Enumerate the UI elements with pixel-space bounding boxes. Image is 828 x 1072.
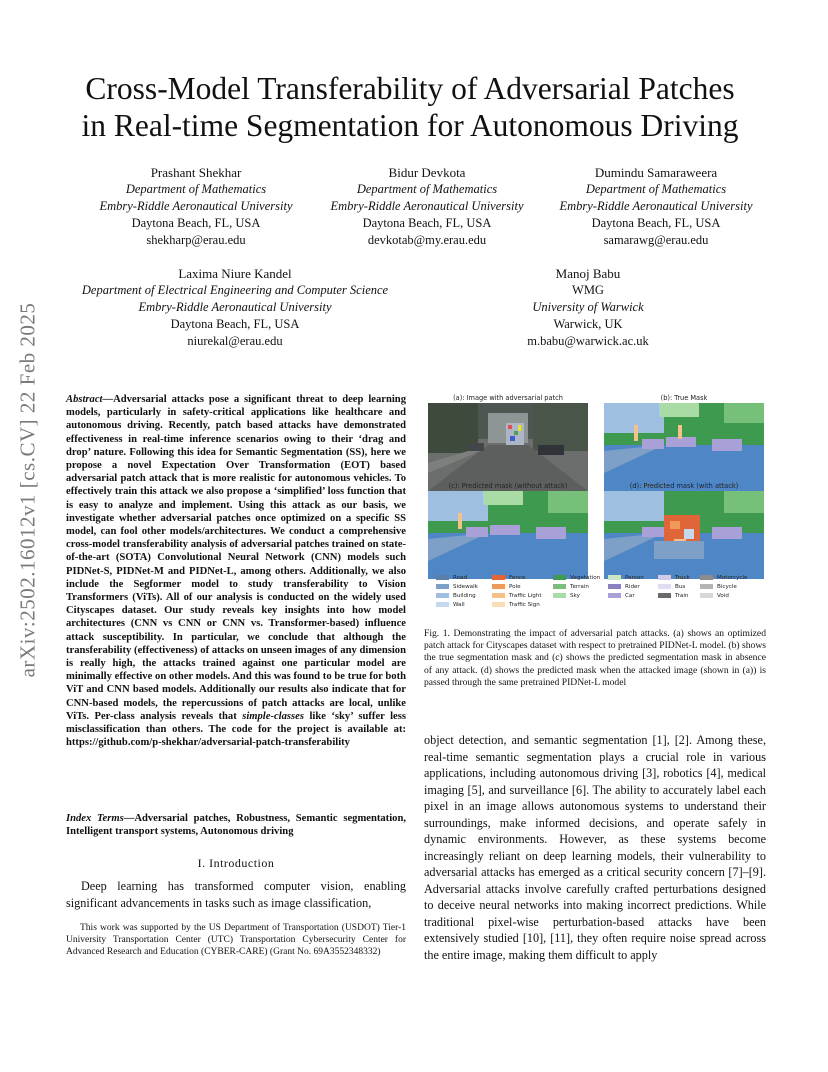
author-location: Daytona Beach, FL, USA bbox=[170, 317, 300, 331]
legend-item: Bus bbox=[658, 584, 685, 590]
legend-item: Pole bbox=[492, 584, 521, 590]
panel-d-label: (d): Predicted mask (with attack) bbox=[629, 482, 739, 490]
right-column-text: object detection, and semantic segmentation [1], [2]. Among these, real-time semantic segmentation plays a crucial role in various applications, including autonomous driving [3], robotics [4], medical imaging [5], and surveillance [6]. The ability to accurately label each pixel in an image allows autonomous systems to understand their surroundings, make informed decisions, and operate safely in dynamic environments. However, as these systems become increasingly reliant on deep learning models, their vulnerability to adversarial attacks has emerged as a critical security concern [7]–[9]. Adversarial attacks involve carefully crafted perturbations designed to deceive neural networks into making incorrect predictions. While traditional pixel-wise perturbation-based attacks have been extensively studied [10], [11], they often require noise spread across the entire image, making them difficult to apply bbox=[424, 733, 766, 962]
author-location: Daytona Beach, FL, USA bbox=[362, 216, 492, 230]
panel-d bbox=[604, 482, 764, 579]
legend-item: Wall bbox=[436, 602, 465, 608]
figure-caption: Fig. 1. Demonstrating the impact of adversarial patch attacks. (a) shows an optimized patch attack for Cityscapes dataset with respect to pretrained PIDNet-L model. (b) shows the true segmentation mask and (c) shows the predicted segmentation mask in absence of any attack. (d) shows the predicted mask when the attacked image (shown in (a)) is passed through the same pretrained PIDNet-L model bbox=[424, 628, 766, 688]
author-dept: Department of Mathematics bbox=[356, 182, 498, 196]
true-mask-image bbox=[604, 403, 764, 491]
author-org: Embry-Riddle Aeronautical University bbox=[138, 300, 332, 314]
index-terms-lead: Index Terms bbox=[66, 813, 124, 824]
panel-c-label: (c): Predicted mask (without attack) bbox=[448, 482, 568, 490]
street-image bbox=[428, 403, 588, 491]
legend-item: Motorcycle bbox=[700, 575, 748, 581]
legend-item: Rider bbox=[608, 584, 640, 590]
author-org: University of Warwick bbox=[532, 300, 644, 314]
author-location: Warwick, UK bbox=[553, 317, 623, 331]
author-name: Dumindu Samaraweera bbox=[594, 165, 718, 180]
author-dept: WMG bbox=[572, 283, 604, 297]
predicted-mask-no-attack bbox=[428, 491, 588, 579]
author-block-3 bbox=[546, 164, 766, 249]
intro-paragraph: Deep learning has transformed computer vision, enabling significant advancements in tasks such as image classification, bbox=[66, 879, 406, 910]
panel-b bbox=[604, 394, 764, 491]
index-terms bbox=[66, 812, 406, 838]
legend-item: Train bbox=[658, 593, 688, 599]
author-org: Embry-Riddle Aeronautical University bbox=[330, 199, 524, 213]
section-heading: I. Introduction bbox=[197, 856, 275, 870]
title-line-2: in Real-time Segmentation for Autonomous Driving bbox=[81, 108, 739, 143]
author-block-5 bbox=[488, 265, 688, 350]
arxiv-identifier: arXiv:2502.16012v1 [cs.CV] 22 Feb 2025 bbox=[15, 302, 40, 678]
legend-item: Terrain bbox=[553, 584, 589, 590]
author-name: Bidur Devkota bbox=[388, 165, 466, 180]
author-location: Daytona Beach, FL, USA bbox=[131, 216, 261, 230]
author-email: niurekal@erau.edu bbox=[187, 334, 283, 348]
legend-item: Sidewalk bbox=[436, 584, 478, 590]
figure-legend bbox=[428, 572, 766, 616]
abstract-lead: Abstract bbox=[66, 394, 103, 405]
legend-item: Void bbox=[700, 593, 729, 599]
legend-item: Fence bbox=[492, 575, 525, 581]
index-terms-text: —Adversarial patches, Robustness, Semantic segmentation, Intelligent transport systems, Autonomous driving bbox=[66, 813, 406, 838]
legend-item: Bicycle bbox=[700, 584, 737, 590]
abstract bbox=[66, 393, 406, 749]
legend-item: Traffic Light bbox=[492, 593, 542, 599]
author-dept: Department of Mathematics bbox=[125, 182, 267, 196]
legend-item: Traffic Sign bbox=[492, 602, 540, 608]
abstract-emphasis: simple-classes bbox=[242, 710, 304, 722]
author-email: m.babu@warwick.ac.uk bbox=[527, 334, 649, 348]
author-dept: Department of Electrical Engineering and Computer Science bbox=[81, 283, 389, 297]
title-line-1: Cross-Model Transferability of Adversarial Patches bbox=[85, 71, 735, 106]
author-location: Daytona Beach, FL, USA bbox=[591, 216, 721, 230]
author-dept: Department of Mathematics bbox=[585, 182, 727, 196]
paper-title bbox=[60, 70, 760, 144]
abstract-text: —Adversarial attacks pose a significant threat to deep learning models, particularly in safety-critical applications like healthcare and autonomous driving. Recently, patch based attacks have demonstrated effectiveness in real-time inference scenarios owing to their ‘drag and drop’ nature. Following this idea for Semantic Segmentation (SS), here we propose a novel Expectation Over Transformation (EOT) based adversarial patch attack that is more realistic for autonomous vehicles. To effectively train this attack we also propose a ‘simplified’ loss function that is easy to analyze and implement. Using this attack as our basis, we investigate whether adversarial patches once optimized on a specific SS model, can fool other models/architectures. We conduct a comprehensive cross-model transferability analysis of adversarial patches trained on state-of-the-art (SOTA) Convolutional Neural Network (CNN) models such PIDNet-S, PIDNet-M and PIDNet-L, among others. Additionally, we also include the Segformer model to study transferability to Vision Transformers (ViTs). All of our analysis is conducted on the widely used Cityscapes dataset. Our study reveals key insights into how model architectures (CNN vs CNN or CNN vs. Transformer-based) influence attack susceptibility. In particular, we conclude that although the transferability (effectiveness) of attacks on unseen images of any dimension is really high, the attacks trained against one particular model are minimally effective on other models. And this was found to be true for both ViT and CNN based models. Additionally our results also indicate that for CNN-based models, the repercussions of patch attacks are local, unlike ViTs. Per-class analysis reveals that bbox=[66, 394, 406, 722]
legend-item: Person bbox=[608, 575, 644, 581]
predicted-mask-with-attack bbox=[604, 491, 764, 579]
panel-c bbox=[428, 482, 588, 579]
author-name: Manoj Babu bbox=[555, 266, 621, 281]
figure-1 bbox=[424, 394, 766, 616]
author-email: samarawg@erau.edu bbox=[603, 233, 709, 247]
author-email: devkotab@my.erau.edu bbox=[367, 233, 487, 247]
legend-item: Vegetation bbox=[553, 575, 600, 581]
author-block-2 bbox=[312, 164, 542, 249]
author-name: Laxima Niure Kandel bbox=[178, 266, 292, 281]
panel-b-label: (b): True Mask bbox=[660, 394, 708, 402]
panel-a bbox=[428, 394, 588, 491]
author-name: Prashant Shekhar bbox=[150, 165, 242, 180]
abstract-tail: like ‘sky’ suffer less misclassification than others. The code for the project is available at: https://github.com/p-shekhar/adversarial-patch-transferability bbox=[66, 710, 406, 749]
legend-item: Sky bbox=[553, 593, 580, 599]
author-block-4 bbox=[60, 265, 410, 350]
author-org: Embry-Riddle Aeronautical University bbox=[99, 199, 293, 213]
footnote: This work was supported by the US Department of Transportation (USDOT) Tier-1 University Transportation Center (UTC) Transportation Cybersecurity Center for Advanced Research and Education (CYBER-CARE) (Grant No. 69A3552348332) bbox=[66, 923, 406, 957]
panel-a-label: (a): Image with adversarial patch bbox=[453, 394, 563, 402]
legend-item: Road bbox=[436, 575, 467, 581]
legend-item: Building bbox=[436, 593, 476, 599]
author-org: Embry-Riddle Aeronautical University bbox=[559, 199, 753, 213]
legend-item: Car bbox=[608, 593, 635, 599]
author-email: shekharp@erau.edu bbox=[146, 233, 246, 247]
legend-item: Truck bbox=[658, 575, 690, 581]
author-block-1 bbox=[96, 164, 296, 249]
